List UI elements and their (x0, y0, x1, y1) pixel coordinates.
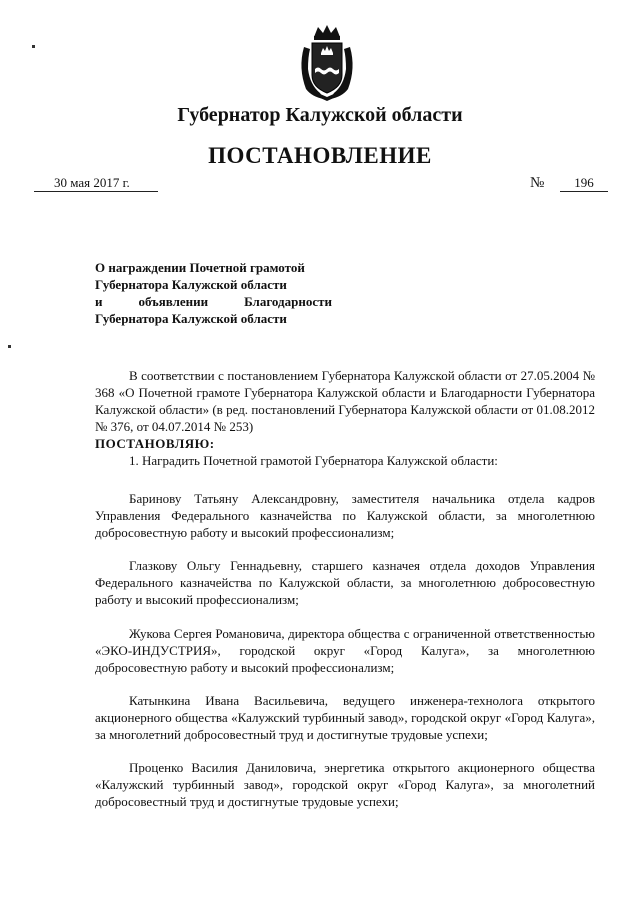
award-entry: Жукова Сергея Романовича, директора общества с ограниченной ответственностью «ЭКО-ИНДУСТРИЯ», городской округ «Город Калуга», за многолетнюю добросовестную работу и высокий профессионализм; (95, 626, 595, 675)
award-entry: Катынкина Ивана Васильевича, ведущего инженера-технолога открытого акционерного общества «Калужский турбинный завод», городской округ «Город Калуга», за многолетний добросовестный труд и достигнутые трудовые успехи; (95, 693, 595, 742)
subject-line: О награждении Почетной грамотой (95, 260, 305, 275)
document-type: ПОСТАНОВЛЕНИЕ (208, 143, 432, 168)
document-subject (95, 259, 332, 327)
point-1-text: 1. Наградить Почетной грамотой Губернатора Калужской области: (129, 453, 498, 468)
document-number: 196 (560, 175, 608, 192)
issuer-title: Губернатор Калужской области (177, 104, 463, 126)
kaluga-coat-of-arms-icon (296, 23, 358, 101)
subject-line: и объявлении Благодарности (95, 294, 332, 309)
preamble-block (95, 367, 595, 469)
scan-speck (8, 345, 11, 348)
subject-line: Губернатора Калужской области (95, 311, 287, 326)
document-date: 30 мая 2017 г. (34, 175, 158, 192)
decree-word: ПОСТАНОВЛЯЮ: (95, 436, 215, 451)
award-entry: Глазкову Ольгу Геннадьевну, старшего казначея отдела доходов Управления Федерального казначейства по Калужской области, за многолетнюю добросовестную работу и высокий профессионализм; (95, 558, 595, 607)
number-label: № (530, 175, 545, 191)
scan-speck (32, 45, 35, 48)
award-entry: Баринову Татьяну Александровну, заместителя начальника отдела кадров Управления Федерального казначейства по Калужской области, за многолетнюю добросовестную работу и высокий профессионализм; (95, 491, 595, 540)
preamble-text: В соответствии с постановлением Губернатора Калужской области от 27.05.2004 № 368 «О Почетной грамоте Губернатора Калужской области и Благодарности Губернатора Калужской области» (в ред. постановлений Губернатора Калужской области от 01.08.2012 № 376, от 04.07.2014 № 253) (95, 368, 595, 434)
award-entry: Проценко Василия Даниловича, энергетика открытого акционерного общества «Калужский турбинный завод», городской округ «Город Калуга», за многолетний добросовестный труд и достигнутые трудовые успехи; (95, 760, 595, 809)
subject-line: Губернатора Калужской области (95, 277, 287, 292)
